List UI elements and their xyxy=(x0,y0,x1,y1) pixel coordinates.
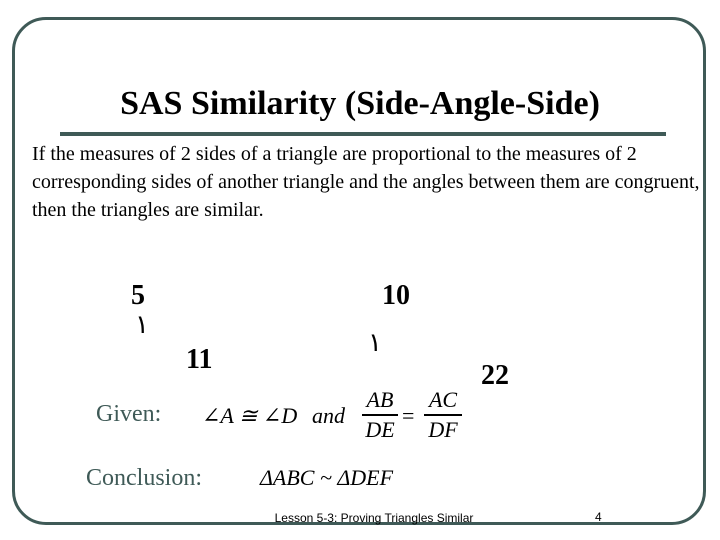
side-length-10: 10 xyxy=(382,280,410,311)
side-length-5: 5 xyxy=(131,280,145,311)
given-label: Given: xyxy=(96,401,162,427)
given-and: and xyxy=(312,403,345,428)
ratio-left-denominator: DE xyxy=(365,417,395,442)
ratio-right xyxy=(424,388,462,442)
vertex-glyph-1: ١ xyxy=(135,310,149,340)
ratio-left xyxy=(362,388,398,442)
side-length-22: 22 xyxy=(481,360,509,391)
page-number: 4 xyxy=(595,510,602,524)
ratio-right-denominator: DF xyxy=(428,417,458,442)
conclusion-similarity: ΔABC ~ ΔDEF xyxy=(260,465,394,490)
conclusion-label: Conclusion: xyxy=(86,465,203,491)
footer-lesson: Lesson 5-3: Proving Triangles Similar xyxy=(274,511,474,525)
title-underline xyxy=(60,132,666,136)
slide-title: SAS Similarity (Side-Angle-Side) xyxy=(120,85,600,122)
ratio-left-numerator: AB xyxy=(366,387,394,412)
ratio-right-numerator: AC xyxy=(428,387,458,412)
side-length-11: 11 xyxy=(186,344,213,375)
vertex-glyph-2: ١ xyxy=(368,328,382,358)
ratio-left-bar xyxy=(362,414,398,416)
ratio-right-bar xyxy=(424,414,462,416)
theorem-statement: If the measures of 2 sides of a triangle are proportional to the measures of 2 corresponding sides of another triangle and the angles between them are congruent, then the triangles are similar. xyxy=(32,143,700,221)
given-angle-congruence: ∠A ≅ ∠D xyxy=(202,403,298,428)
ratio-equals: = xyxy=(402,403,415,428)
